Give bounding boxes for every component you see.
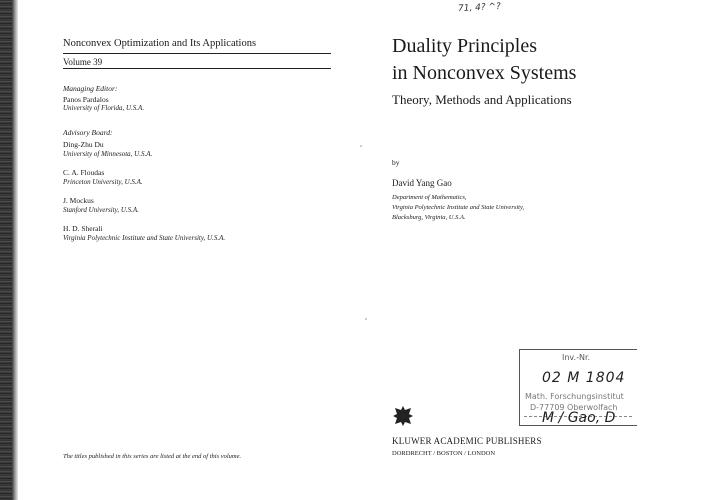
managing-editor-label: Managing Editor: (63, 84, 118, 93)
stamp-address-line: D-77709 Oberwolfach (530, 403, 618, 412)
series-footer-note: The titles published in this series are listed at the end of this volume. (63, 453, 242, 460)
managing-editor-name: Panos Pardalos (63, 95, 109, 104)
publisher-logo-icon (392, 405, 414, 427)
book-title-line-2: in Nonconvex Systems (392, 62, 577, 84)
advisor-name: C. A. Floudas (63, 168, 105, 177)
managing-editor-affiliation: University of Florida, U.S.A. (63, 104, 145, 112)
by-label: by (392, 158, 400, 167)
series-rule-top (63, 53, 331, 54)
page-speck (365, 318, 367, 320)
handwritten-shelf-mark: 71, 4? ^? (457, 1, 502, 15)
publisher-cities: DORDRECHT / BOSTON / LONDON (392, 450, 496, 457)
advisor-name: H. D. Sherali (63, 224, 103, 233)
series-title: Nonconvex Optimization and Its Applications (63, 38, 257, 49)
publisher-name: KLUWER ACADEMIC PUBLISHERS (392, 436, 542, 446)
advisor-affiliation: University of Minnesota, U.S.A. (63, 150, 153, 158)
page-speck (360, 145, 362, 147)
book-spine-shadow (0, 0, 18, 500)
book-title (392, 33, 576, 87)
author-affiliation (392, 193, 524, 223)
author-affiliation-line: Virginia Polytechnic Institute and State University, (392, 204, 525, 211)
series-rule-bottom (63, 68, 331, 69)
volume-number: Volume 39 (63, 57, 103, 67)
advisor-affiliation: Princeton University, U.S.A. (63, 178, 143, 186)
advisor-name: J. Mockus (63, 196, 94, 205)
author-name: David Yang Gao (392, 178, 452, 188)
author-affiliation-line: Department of Mathematics, (392, 194, 467, 201)
stamp-institute-line: Math. Forschungsinstitut (525, 392, 624, 401)
book-title-line-1: Duality Principles (392, 35, 537, 57)
book-subtitle: Theory, Methods and Applications (392, 92, 572, 107)
advisor-affiliation: Stanford University, U.S.A. (63, 206, 139, 214)
advisory-board-label: Advisory Board: (63, 128, 113, 137)
author-affiliation-line: Blacksburg, Virginia, U.S.A. (392, 214, 466, 221)
handwritten-catalog-note: M / Gao, D (542, 410, 616, 426)
stamp-handwritten-number: 02 M 1804 (542, 370, 626, 386)
advisor-affiliation: Virginia Polytechnic Institute and State University, U.S.A. (63, 234, 226, 242)
stamp-inventory-label: Inv.-Nr. (562, 353, 591, 362)
advisor-name: Ding-Zhu Du (63, 140, 104, 149)
